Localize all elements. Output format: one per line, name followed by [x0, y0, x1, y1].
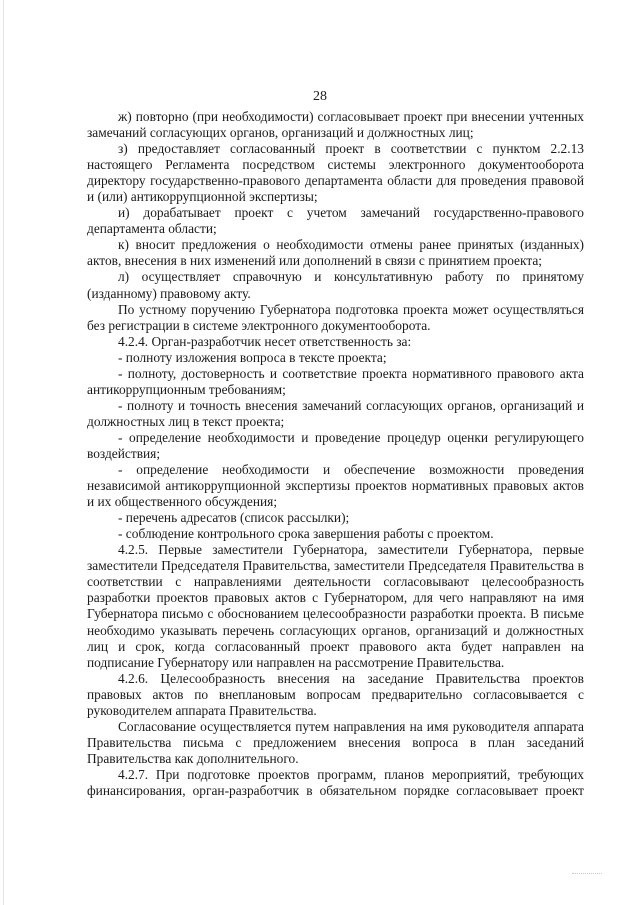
paragraph-4-2-5: 4.2.5. Первые заместители Губернатора, заместители Губернатора, первые заместители Председателя Правительства, заместители Председателя Правительства в соответствии с направлениями деятельности согласовывают целесообразность разработки проектов правовых актов с Губернатором, для чего направляют на имя Губернатора письмо с обоснованием целесообразности разработки проекта. В письме необходимо указывать перечень согласующих органов, организаций и должностных лиц и срок, когда согласованный проект правового акта будет направлен на подписание Губернатору или направлен на рассмотрение Правительства.: [87, 542, 584, 670]
document-body: [87, 109, 584, 799]
list-item-regulatory-impact: - определение необходимости и проведение процедур оценки регулирующего воздействия;: [87, 429, 584, 461]
scan-edge-line: [3, 0, 4, 905]
paragraph-4-2-6: 4.2.6. Целесообразность внесения на заседание Правительства проектов правовых актов по внеплановым вопросам предварительно согласовывается с руководителем аппарата Правительства.: [87, 670, 584, 718]
list-item-completeness: - полноту изложения вопроса в тексте проекта;: [118, 349, 387, 365]
paragraph-i: и) дорабатывает проект с учетом замечаний государственно-правового департамента области;: [87, 205, 584, 237]
paragraph-k: к) вносит предложения о необходимости отмены ранее принятых (изданных) актов, внесения в них изменений или дополнений в связи с принятием проекта;: [87, 237, 584, 269]
paragraph-zh: ж) повторно (при необходимости) согласовывает проект при внесении учтенных замечаний согласующих органов, организаций и должностных лиц;: [87, 109, 584, 141]
paragraph-4-2-4: 4.2.4. Орган-разработчик несет ответственность за:: [118, 333, 412, 349]
paragraph-oral-instruction: По устному поручению Губернатора подготовка проекта может осуществляться без регистрации в системе электронного документооборота.: [87, 301, 584, 333]
list-item-deadline: - соблюдение контрольного срока завершения работы с проектом.: [118, 526, 494, 542]
paragraph-z: з) предоставляет согласованный проект в соответствии с пунктом 2.2.13 настоящего Регламента посредством системы электронного документооборота директору государственно-правового департамента области для проведения правовой и (или) антикоррупционной экспертизы;: [87, 141, 584, 205]
page-number: 28: [313, 89, 327, 104]
list-item-remarks: - полноту и точность внесения замечаний согласующих органов, организаций и должностных лиц в текст проекта;: [87, 397, 584, 429]
list-item-addressees: - перечень адресатов (список рассылки);: [118, 510, 350, 526]
list-item-independent-expertise: - определение необходимости и обеспечение возможности проведения независимой антикоррупционной экспертизы проектов нормативных правовых актов и их общественного обсуждения;: [87, 462, 584, 510]
paragraph-approval-procedure: Согласование осуществляется путем направления на имя руководителя аппарата Правительства письма с предложением внесения вопроса в план заседаний Правительства как дополнительного.: [87, 718, 584, 766]
list-item-anticorruption: - полноту, достоверность и соответствие проекта нормативного правового акта антикоррупционным требованиям;: [87, 365, 584, 397]
paragraph-4-2-7: 4.2.7. При подготовке проектов программ, планов мероприятий, требующих финансирования, орган-разработчик в обязательном порядке согласовывает проект: [87, 766, 584, 798]
paragraph-l: л) осуществляет справочную и консультативную работу по принятому (изданному) правовому акту.: [87, 269, 584, 301]
scan-artifact: [572, 873, 602, 877]
